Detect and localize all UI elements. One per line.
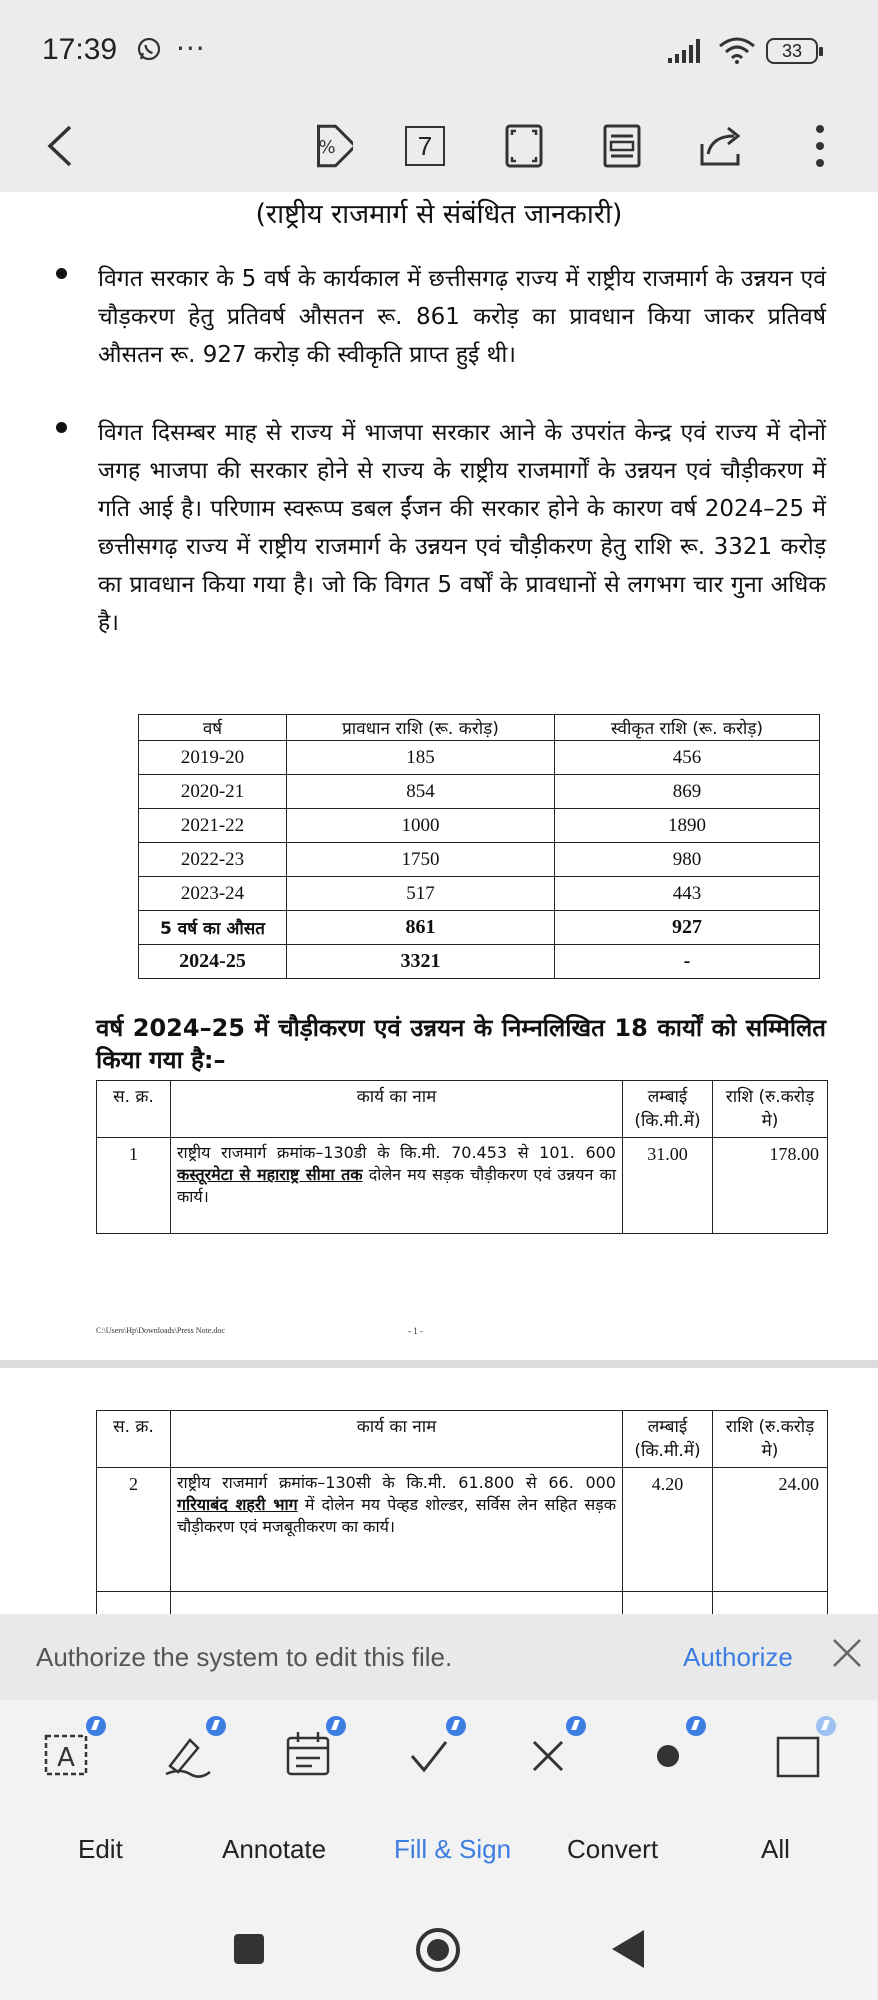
table-cell: 185 — [287, 741, 555, 775]
share-button[interactable] — [690, 114, 754, 178]
premium-badge-icon — [816, 1716, 836, 1736]
rectangle-tool[interactable] — [770, 1726, 826, 1782]
status-bar — [0, 0, 878, 100]
cross-mark-icon — [520, 1726, 576, 1782]
table-row — [139, 809, 820, 843]
table-cell: 861 — [287, 911, 555, 945]
work-name-text: राष्ट्रीय राजमार्ग क्रमांक–130डी के कि.मी. 70.453 से 101. 600 — [177, 1143, 616, 1162]
table-cell — [97, 1592, 171, 1615]
recents-button[interactable] — [232, 1932, 266, 1970]
work-name-text: में दोलेन मय पेव्हड शोल्डर, सर्विस लेन सहित सड़क चौड़ीकरण एवं मजबूतीकरण का कार्य। — [177, 1495, 616, 1536]
table-header: स. क्र. — [97, 1411, 171, 1468]
table-header: वर्ष — [139, 715, 287, 741]
document-viewer[interactable] — [0, 192, 878, 1614]
table-cell: 2019-20 — [139, 741, 287, 775]
table-cell: 2023-24 — [139, 877, 287, 911]
system-navigation-bar — [0, 1898, 878, 2000]
table-row — [97, 1468, 828, 1592]
table-header: स. क्र. — [97, 1081, 171, 1138]
document-page-2 — [0, 1368, 878, 1614]
table-cell: 854 — [287, 775, 555, 809]
table-cell: - — [555, 945, 820, 979]
table-row — [139, 877, 820, 911]
home-button[interactable] — [414, 1926, 462, 1978]
work-name-text: दोलेन मय सड़क चौड़ीकरण एवं उन्नयन का कार्य। — [177, 1165, 616, 1206]
table-header: लम्बाई (कि.मी.में) — [623, 1081, 713, 1138]
table-cell: 2021-22 — [139, 809, 287, 843]
table-cell: 31.00 — [623, 1138, 713, 1234]
tab-annotate[interactable]: Annotate — [222, 1834, 327, 1864]
table-cell: 5 वर्ष का औसत — [139, 911, 287, 945]
fill-sign-toolbar — [0, 1700, 878, 1802]
table-cell — [171, 1592, 623, 1615]
tab-edit[interactable]: Edit — [78, 1834, 123, 1864]
more-options-button[interactable] — [788, 114, 852, 178]
bullet-text: विगत दिसम्बर माह से राज्य में भाजपा सरकार आने के उपरांत केन्द्र एवं राज्य में दोनों जगह भाजपा की सरकार होने से राज्य के राष्ट्रीय राजमार्गों के उन्नयन एवं चौड़ीकरण में गति आई है। परिणाम स्वरूप्प डबल ईंजन की सरकार होने के कारण वर्ष 2024–25 में छत्तीसगढ़ राज्य में राष्ट्रीय राजमार्ग के उन्नयन एवं चौड़ीकरण हेतु राशि रू. 3321 करोड़ का प्रावधान किया गया है। जो कि विगत 5 वर्षों के प्रावधानों से लगभग चार गुना अधिक है। — [98, 420, 826, 636]
text-box-icon — [40, 1726, 96, 1782]
table-header: प्रावधान राशि (रू. करोड़) — [287, 715, 555, 741]
bottom-tab-bar — [0, 1802, 878, 1898]
reading-mode-icon — [602, 123, 642, 169]
table-row — [139, 945, 820, 979]
wifi-icon — [718, 36, 756, 68]
tag-icon — [301, 120, 353, 172]
table-cell — [171, 1138, 623, 1234]
bullet-paragraph-2 — [98, 414, 826, 642]
authorize-button[interactable]: Authorize — [683, 1642, 793, 1672]
table-header: कार्य का नाम — [171, 1081, 623, 1138]
premium-badge-icon — [686, 1716, 706, 1736]
table-row — [139, 775, 820, 809]
authorize-banner — [0, 1614, 878, 1700]
back-icon — [42, 124, 78, 168]
status-time: 17:39 — [42, 33, 118, 66]
close-banner-button[interactable] — [830, 1636, 864, 1670]
document-subtitle: (राष्ट्रीय राजमार्ग से संबंधित जानकारी) — [255, 199, 623, 230]
budget-table — [138, 714, 820, 979]
table-header: लम्बाई (कि.मी.में) — [623, 1411, 713, 1468]
cross-mark-tool[interactable] — [520, 1726, 576, 1782]
works-table — [96, 1080, 828, 1234]
table-header: राशि (रु.करोड़ मे) — [713, 1081, 828, 1138]
triangle-back-icon — [610, 1928, 646, 1970]
table-cell: 456 — [555, 741, 820, 775]
table-cell: 1 — [97, 1138, 171, 1234]
text-box-tool[interactable] — [40, 1726, 96, 1782]
table-cell: 869 — [555, 775, 820, 809]
table-row — [97, 1138, 828, 1234]
fit-screen-icon — [504, 123, 544, 169]
table-cell: 1750 — [287, 843, 555, 877]
tab-fill-sign[interactable]: Fill & Sign — [394, 1834, 512, 1864]
premium-badge-icon — [566, 1716, 586, 1736]
more-dots-icon: ··· — [176, 32, 206, 65]
rectangle-icon — [770, 1726, 826, 1782]
table-cell: 443 — [555, 877, 820, 911]
svg-text:%: % — [318, 137, 336, 158]
works-table-continued — [96, 1410, 828, 1614]
table-cell — [171, 1468, 623, 1592]
table-cell: 2022-23 — [139, 843, 287, 877]
back-button[interactable] — [28, 114, 92, 178]
checkmark-icon — [400, 1726, 456, 1782]
circle-icon — [414, 1926, 462, 1974]
table-cell — [623, 1592, 713, 1615]
work-name-underlined: कस्तूरमेटा से महाराष्ट्र सीमा तक — [177, 1165, 363, 1184]
work-name-underlined: गरियाबंद शहरी भाग — [177, 1495, 298, 1514]
date-icon — [280, 1726, 336, 1782]
document-page-1 — [0, 192, 878, 1360]
table-cell: 2024-25 — [139, 945, 287, 979]
table-cell: 517 — [287, 877, 555, 911]
battery-icon: 33 — [766, 38, 818, 64]
tab-convert[interactable]: Convert — [567, 1834, 659, 1864]
dot-icon — [640, 1726, 696, 1782]
checkmark-tool[interactable] — [400, 1726, 456, 1782]
table-header: कार्य का नाम — [171, 1411, 623, 1468]
table-header-row — [97, 1411, 828, 1468]
premium-badge-icon — [326, 1716, 346, 1736]
table-cell: 4.20 — [623, 1468, 713, 1592]
footer-file-path: C:\Users\Hp\Downloads\Press Note.doc — [96, 1326, 225, 1335]
tag-button[interactable] — [295, 114, 359, 178]
table-cell: 2 — [97, 1468, 171, 1592]
square-icon — [232, 1932, 266, 1966]
table-cell — [713, 1592, 828, 1615]
footer-page-number: - 1 - — [408, 1326, 423, 1336]
table-cell: 1890 — [555, 809, 820, 843]
page-number-icon: 7 — [405, 126, 445, 166]
table-header-row — [97, 1081, 828, 1138]
table-row — [139, 741, 820, 775]
table-cell: 3321 — [287, 945, 555, 979]
bullet-paragraph-1 — [98, 260, 826, 374]
premium-badge-icon — [206, 1716, 226, 1736]
signal-icon — [668, 38, 706, 68]
date-tool[interactable] — [280, 1726, 336, 1782]
signature-tool[interactable] — [160, 1726, 216, 1782]
premium-badge-icon — [446, 1716, 466, 1736]
dot-tool[interactable] — [640, 1726, 696, 1782]
share-icon — [698, 124, 746, 168]
work-name-text: राष्ट्रीय राजमार्ग क्रमांक–130सी के कि.मी. 61.800 से 66. 000 — [177, 1473, 616, 1492]
bullet-dot — [56, 422, 67, 433]
tab-all[interactable]: All — [761, 1834, 790, 1864]
table-cell: 24.00 — [713, 1468, 828, 1592]
premium-badge-icon — [86, 1716, 106, 1736]
table-header: स्वीकृत राशि (रू. करोड़) — [555, 715, 820, 741]
signature-icon — [160, 1726, 216, 1782]
table-row — [139, 843, 820, 877]
bullet-text: विगत सरकार के 5 वर्ष के कार्यकाल में छत्तीसगढ़ राज्य में राष्ट्रीय राजमार्ग के उन्नयन एवं चौड़करण हेतु प्रतिवर्ष औसतन रू. 861 करोड़ का प्रावधान किया जाकर प्रतिवर्ष औसतन रू. 927 करोड़ की स्वीकृति प्राप्त हुई थी। — [98, 266, 826, 368]
table-row — [97, 1592, 828, 1615]
back-nav-button[interactable] — [610, 1928, 646, 1974]
works-heading: वर्ष 2024–25 में चौड़ीकरण एवं उन्नयन के निम्नलिखित 18 कार्यों को सम्मिलित किया गया है:– — [96, 1014, 826, 1074]
table-cell: 927 — [555, 911, 820, 945]
table-cell: 2020-21 — [139, 775, 287, 809]
svg-text:A: A — [57, 1743, 75, 1773]
reading-mode-button[interactable] — [590, 114, 654, 178]
bullet-dot — [56, 268, 67, 279]
table-header-row — [139, 715, 820, 741]
table-cell: 1000 — [287, 809, 555, 843]
page-number-button[interactable] — [393, 114, 457, 178]
table-row — [139, 911, 820, 945]
table-cell: 980 — [555, 843, 820, 877]
whatsapp-icon — [136, 36, 162, 66]
table-cell: 178.00 — [713, 1138, 828, 1234]
close-icon — [830, 1636, 864, 1670]
top-toolbar — [0, 100, 878, 192]
fit-screen-button[interactable] — [492, 114, 556, 178]
table-header: राशि (रु.करोड़ मे) — [713, 1411, 828, 1468]
authorize-message: Authorize the system to edit this file. — [36, 1642, 453, 1672]
more-vert-icon — [814, 124, 826, 168]
